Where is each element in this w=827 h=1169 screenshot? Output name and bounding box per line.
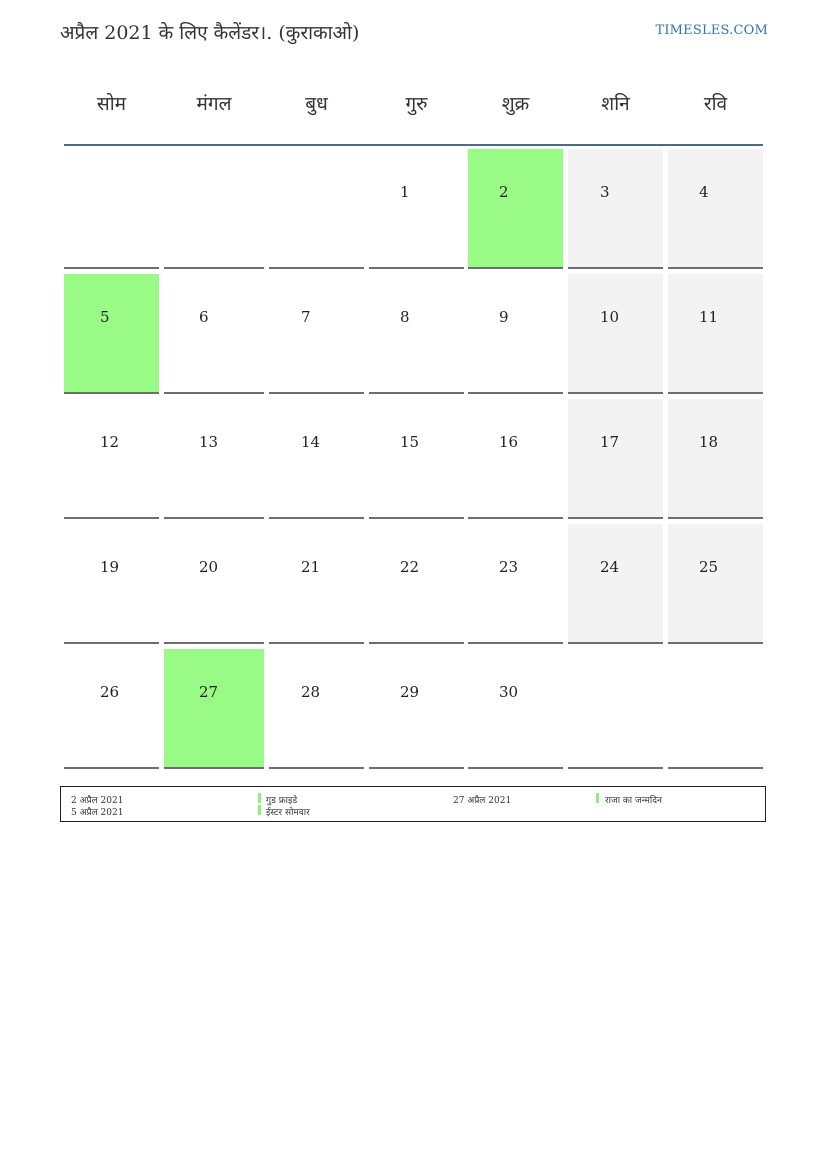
weekday-sun: रवि (703, 93, 728, 115)
day-cell (668, 149, 763, 269)
day-number: 30 (499, 683, 519, 701)
day-cell (468, 149, 563, 269)
legend-holiday-name: गुड फ्राइडे (266, 796, 298, 806)
legend-date: 5 अप्रैल 2021 (71, 808, 124, 818)
day-number: 11 (699, 308, 719, 326)
day-number: 7 (301, 308, 311, 326)
day-cell (164, 274, 264, 394)
day-cell (164, 149, 264, 269)
page-title: अप्रैल 2021 के लिए कैलेंडर।. (कुराकाओ) (60, 22, 360, 44)
weekday-wed: बुध (305, 93, 328, 115)
day-number: 1 (400, 183, 410, 201)
site-link[interactable]: TIMESLES.COM (655, 23, 768, 38)
day-cell (64, 649, 159, 769)
day-cell (164, 524, 264, 644)
day-number: 23 (499, 558, 519, 576)
day-cell (568, 274, 663, 394)
day-number: 19 (100, 558, 120, 576)
day-number: 14 (301, 433, 321, 451)
day-number: 17 (600, 433, 620, 451)
day-cell (269, 399, 364, 519)
weekday-fri: शुक्र (501, 93, 530, 115)
legend-color-marker (258, 793, 261, 803)
day-number: 12 (100, 433, 120, 451)
day-cell (468, 274, 563, 394)
day-cell (64, 274, 159, 394)
legend-holiday-name: ईस्टर सोमवार (266, 808, 310, 818)
day-cell (568, 524, 663, 644)
weekday-mon: सोम (96, 93, 127, 115)
day-number: 4 (699, 183, 709, 201)
day-number: 25 (699, 558, 719, 576)
weekday-thu: गुरु (405, 93, 428, 115)
day-number: 18 (699, 433, 719, 451)
day-cell (64, 399, 159, 519)
day-number: 16 (499, 433, 519, 451)
legend-color-marker (596, 793, 599, 803)
day-cell (668, 274, 763, 394)
day-number: 22 (400, 558, 420, 576)
day-number: 24 (600, 558, 620, 576)
day-cell (568, 649, 663, 769)
day-cell (468, 524, 563, 644)
legend-holiday-name: राजा का जन्मदिन (605, 796, 663, 806)
day-cell (668, 524, 763, 644)
day-number: 29 (400, 683, 420, 701)
legend-color-marker (258, 805, 261, 815)
day-number: 21 (301, 558, 321, 576)
day-cell (164, 399, 264, 519)
holiday-legend (60, 786, 766, 822)
day-cell (269, 649, 364, 769)
day-cell (369, 649, 464, 769)
day-number: 13 (199, 433, 219, 451)
day-cell (468, 649, 563, 769)
day-cell (269, 524, 364, 644)
day-cell (369, 274, 464, 394)
day-cell (164, 649, 264, 769)
day-cell (468, 399, 563, 519)
day-number: 3 (600, 183, 610, 201)
day-number: 27 (199, 683, 219, 701)
day-cell (568, 399, 663, 519)
legend-date: 2 अप्रैल 2021 (71, 796, 124, 806)
day-number: 20 (199, 558, 219, 576)
day-cell (269, 149, 364, 269)
weekday-tue: मंगल (196, 93, 232, 115)
day-cell (668, 399, 763, 519)
day-number: 5 (100, 308, 110, 326)
day-cell (369, 149, 464, 269)
day-number: 6 (199, 308, 209, 326)
day-cell (269, 274, 364, 394)
day-cell (568, 149, 663, 269)
day-number: 28 (301, 683, 321, 701)
day-cell (369, 524, 464, 644)
day-number: 15 (400, 433, 420, 451)
day-number: 2 (499, 183, 509, 201)
day-cell (64, 149, 159, 269)
day-number: 10 (600, 308, 620, 326)
legend-date: 27 अप्रैल 2021 (453, 796, 512, 806)
day-cell (64, 524, 159, 644)
day-number: 8 (400, 308, 410, 326)
day-number: 9 (499, 308, 509, 326)
day-cell (369, 399, 464, 519)
day-number: 26 (100, 683, 120, 701)
weekday-sat: शनि (601, 93, 630, 115)
day-cell (668, 649, 763, 769)
